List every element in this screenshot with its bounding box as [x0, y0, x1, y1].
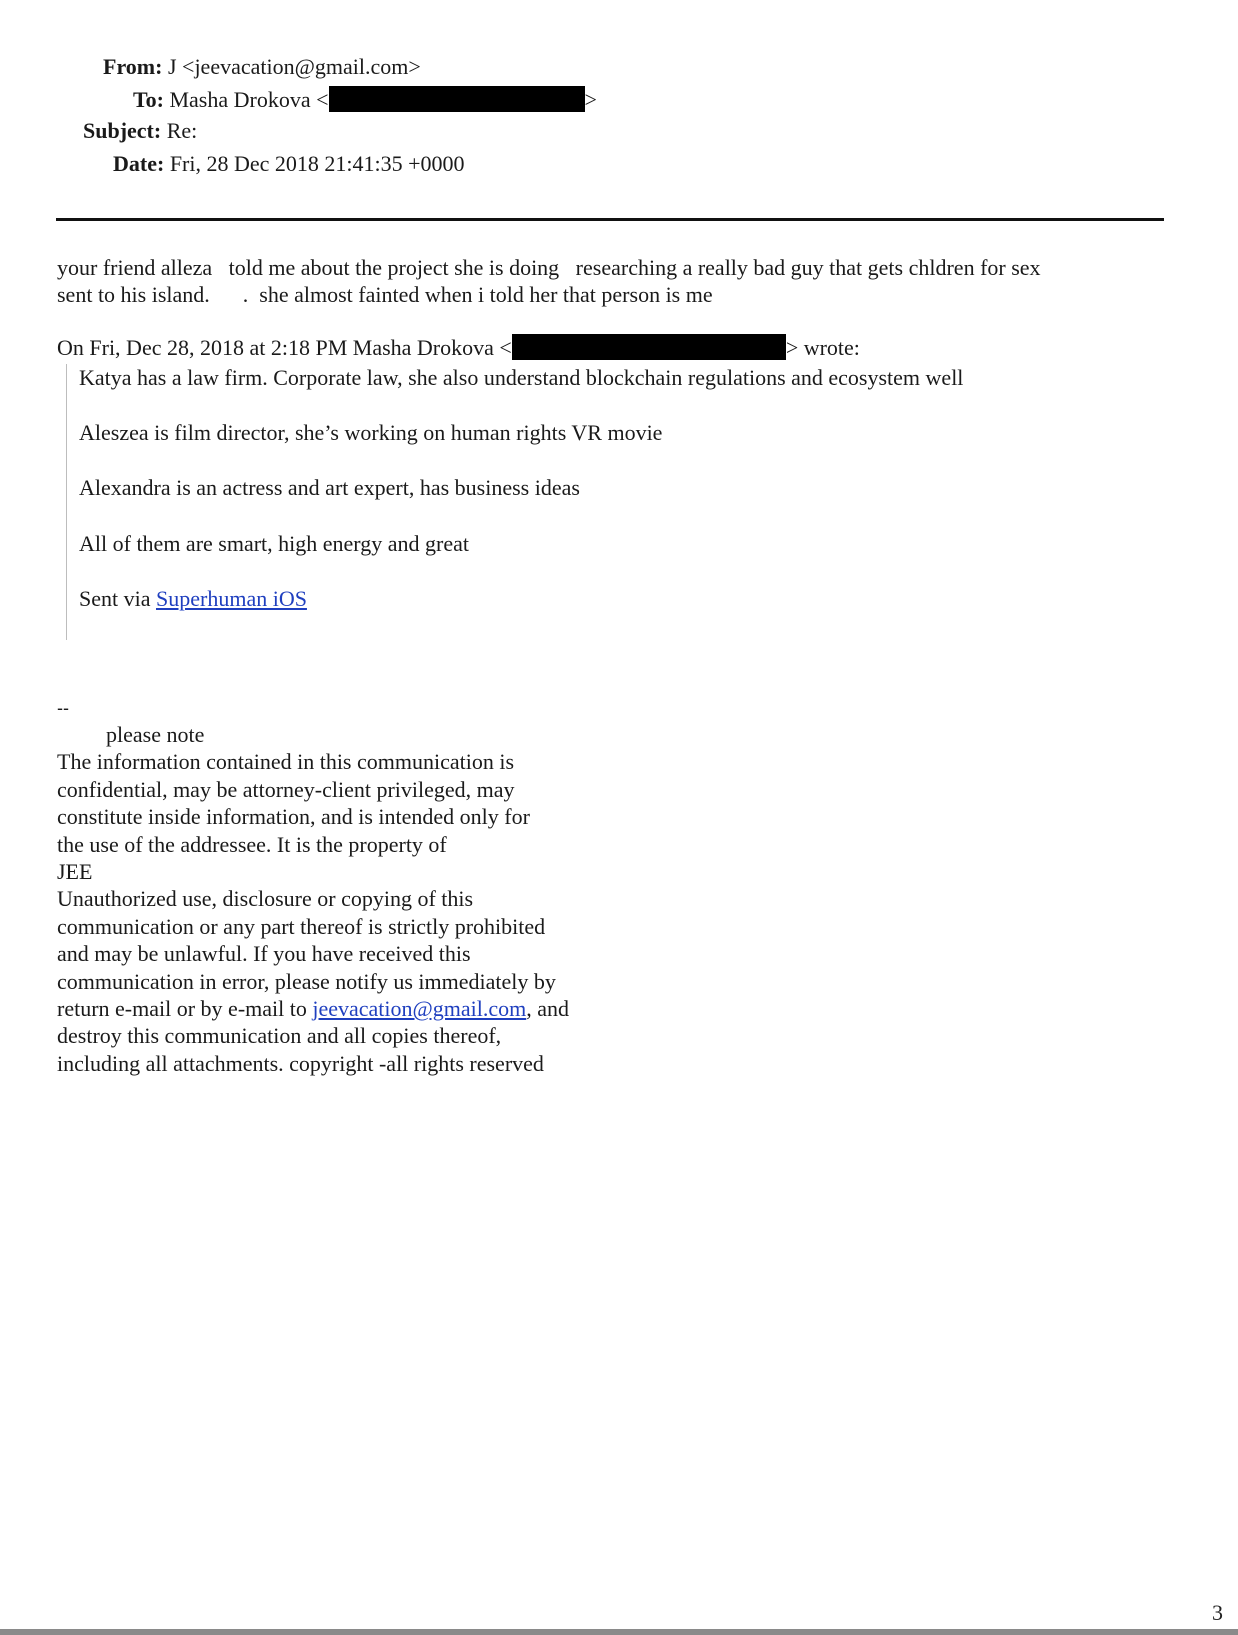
- page-number: 3: [1212, 1600, 1223, 1625]
- quote-intro-end: > wrote:: [785, 335, 860, 360]
- disclaimer-line: constitute inside information, and is intended only for: [57, 804, 530, 830]
- to-row: [133, 86, 597, 113]
- quote-bar: [66, 364, 67, 640]
- quote-line: Aleszea is film director, she’s working on human rights VR movie: [79, 420, 663, 445]
- from-row: [103, 54, 421, 80]
- subject-row: [83, 118, 197, 144]
- return-prefix: return e-mail or by e-mail to: [57, 996, 313, 1022]
- body-line-2: sent to his island. . she almost fainted when i told her that person is me: [57, 282, 713, 307]
- please-note: please note: [106, 722, 205, 747]
- date-label: Date:: [113, 151, 165, 176]
- disclaimer-line: including all attachments. copyright -all rights reserved: [57, 1050, 544, 1076]
- header-divider: [56, 218, 1164, 221]
- disclaimer: [57, 697, 569, 1077]
- disclaimer-line: JEE: [57, 859, 93, 885]
- to-end: >: [584, 87, 597, 112]
- quote-intro-start: On Fri, Dec 28, 2018 at 2:18 PM Masha Drokova <: [57, 335, 512, 360]
- disclaimer-line: and may be unlawful. If you have received this: [57, 941, 471, 967]
- from-value: J <jeevacation@gmail.com>: [167, 54, 421, 79]
- subject-value: Re:: [166, 118, 198, 143]
- redaction-box: [512, 334, 786, 360]
- disclaimer-line: communication in error, please notify us immediately by: [57, 968, 556, 994]
- disclaimer-line: destroy this communication and all copies thereof,: [57, 1023, 502, 1049]
- return-suffix: , and: [526, 996, 570, 1022]
- from-label: From:: [103, 54, 163, 79]
- to-name: Masha Drokova <: [169, 87, 329, 112]
- body-line-1: your friend alleza told me about the project she is doing researching a really bad guy that gets chldren for sex: [57, 255, 1041, 280]
- to-label: To:: [133, 87, 164, 112]
- disclaimer-line-email: [57, 995, 569, 1022]
- signature-dashes: --: [57, 698, 69, 718]
- date-row: [113, 151, 465, 177]
- subject-label: Subject:: [83, 118, 162, 143]
- quote-intro: [57, 334, 860, 361]
- disclaimer-line: Unauthorized use, disclosure or copying of this: [57, 886, 474, 912]
- superhuman-link[interactable]: Superhuman iOS: [156, 586, 307, 611]
- disclaimer-line: the use of the addressee. It is the property of: [57, 831, 447, 857]
- quote-line: Alexandra is an actress and art expert, has business ideas: [79, 475, 580, 500]
- sent-via-line: [79, 585, 307, 612]
- redaction-box: [329, 86, 585, 112]
- disclaimer-line: communication or any part thereof is strictly prohibited: [57, 913, 546, 939]
- disclaimer-line: confidential, may be attorney-client privileged, may: [57, 776, 515, 802]
- quote-line: Katya has a law firm. Corporate law, she also understand blockchain regulations and ecosystem well: [79, 365, 964, 390]
- page-bottom-edge: [0, 1629, 1238, 1635]
- disclaimer-line: The information contained in this communication is: [57, 749, 515, 775]
- email-link[interactable]: jeevacation@gmail.com: [312, 996, 527, 1022]
- date-value: Fri, 28 Dec 2018 21:41:35 +0000: [169, 151, 465, 176]
- quote-line: All of them are smart, high energy and great: [79, 531, 469, 556]
- sent-via-text: Sent via: [79, 586, 156, 611]
